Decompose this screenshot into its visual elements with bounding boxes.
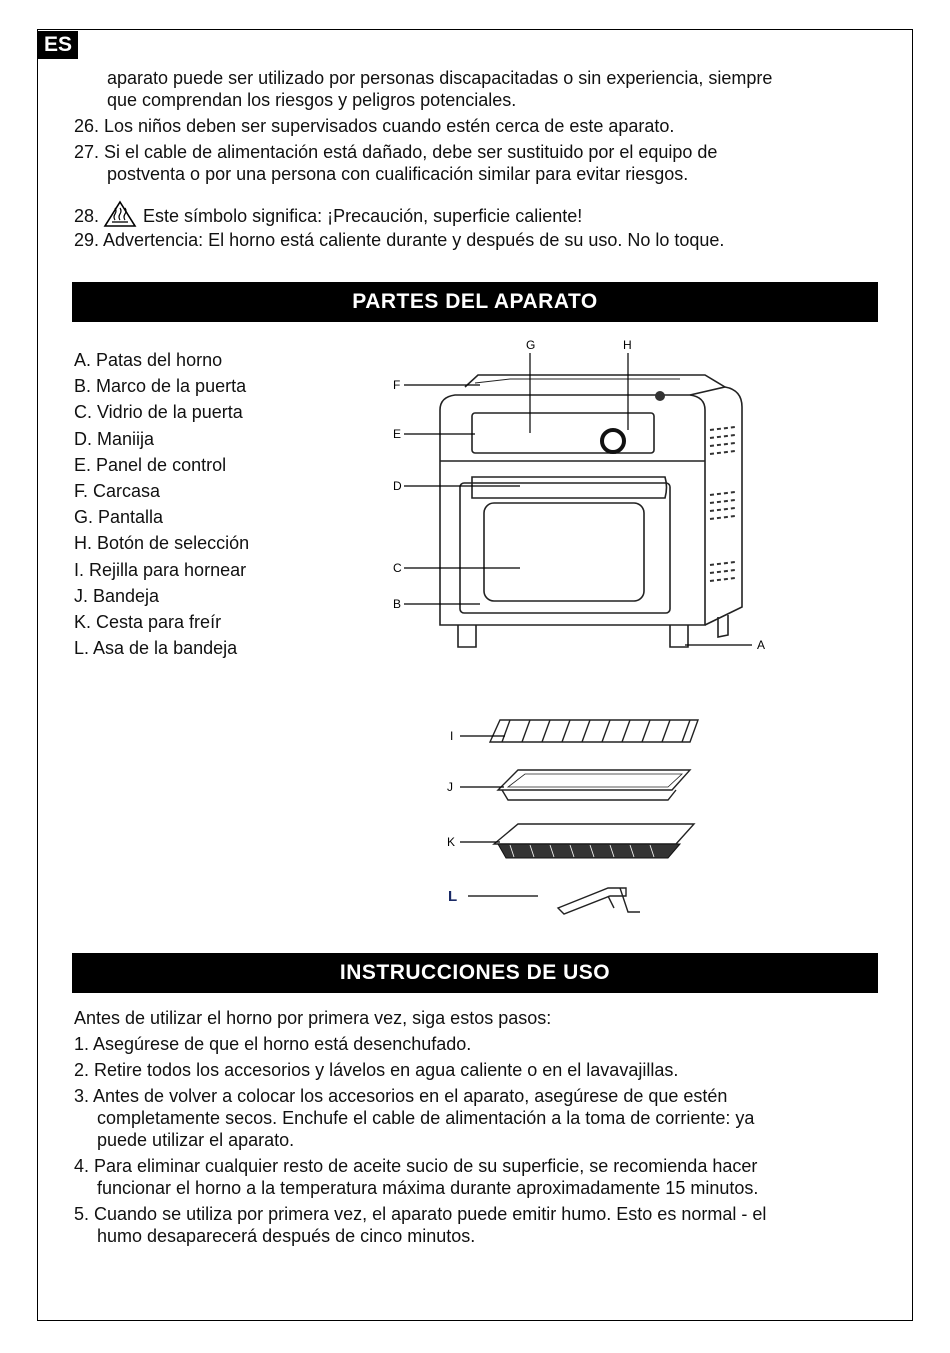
parts-section-title: PARTES DEL APARATO: [72, 282, 878, 322]
part-item-d: D. Maniija: [74, 428, 155, 449]
diagram-label-g: G: [526, 338, 536, 352]
usage-step-1: 1. Asegúrese de que el horno está desenchufado.: [74, 1034, 472, 1054]
part-item-e: E. Panel de control: [74, 454, 227, 475]
selector-knob-icon: [602, 430, 624, 452]
part-item-g: G. Pantalla: [74, 507, 164, 528]
diagram-label-e: E: [393, 427, 402, 441]
diagram-label-h: H: [623, 338, 632, 352]
diagram-label-k: K: [447, 835, 456, 849]
usage-section-title: INSTRUCCIONES DE USO: [72, 953, 878, 993]
part-item-i: I. Rejilla para hornear: [74, 559, 247, 580]
baking-rack-icon: [490, 720, 698, 742]
usage-step-4-line2: funcionar el horno a la temperatura máxima durante aproximadamente 15 minutos.: [97, 1178, 759, 1198]
part-item-c: C. Vidrio de la puerta: [74, 402, 243, 423]
diagram-label-l: L: [448, 888, 458, 905]
part-item-k: K. Cesta para freír: [74, 611, 222, 632]
parts-list: [74, 347, 249, 661]
safety-item-28-text: Este símbolo significa: ¡Precaución, superficie caliente!: [143, 206, 583, 226]
diagram-label-c: C: [393, 561, 402, 575]
tray-icon: [498, 770, 690, 800]
frying-basket-icon: [494, 824, 694, 858]
part-item-f: F. Carcasa: [74, 480, 161, 501]
usage-step-2: 2. Retire todos los accesorios y lávelos en agua caliente o en el lavavajillas.: [74, 1060, 679, 1080]
usage-step-5-line1: 5. Cuando se utiliza por primera vez, el aparato puede emitir humo. Esto es normal - el: [74, 1204, 767, 1224]
safety-item-25-line2: que comprendan los riesgos y peligros potenciales.: [107, 90, 517, 110]
usage-step-3-line3: puede utilizar el aparato.: [97, 1130, 295, 1150]
safety-item-26: 26. Los niños deben ser supervisados cuando estén cerca de este aparato.: [74, 116, 675, 136]
part-item-j: J. Bandeja: [74, 585, 160, 606]
usage-intro: Antes de utilizar el horno por primera vez, siga estos pasos:: [74, 1008, 552, 1028]
usage-step-5-line2: humo desaparecerá después de cinco minutos.: [97, 1226, 476, 1246]
safety-item-28-number: 28.: [74, 206, 100, 226]
diagram-label-a: A: [757, 638, 766, 652]
language-badge: ES: [38, 31, 78, 59]
usage-step-4-line1: 4. Para eliminar cualquier resto de aceite sucio de su superficie, se recomienda hacer: [74, 1156, 758, 1176]
safety-item-27-line1: 27. Si el cable de alimentación está dañado, debe ser sustituido por el equipo de: [74, 142, 718, 162]
diagram-label-j: J: [447, 780, 453, 794]
part-item-l: L. Asa de la bandeja: [74, 638, 238, 659]
part-item-h: H. Botón de selección: [74, 533, 250, 554]
oven-diagram: [380, 335, 780, 655]
safety-item-27-line2: postventa o por una persona con cualificación similar para evitar riesgos.: [107, 164, 689, 184]
diagram-label-b: B: [393, 597, 402, 611]
safety-item-25-line1: aparato puede ser utilizado por personas discapacitadas o sin experiencia, siempre: [107, 68, 773, 88]
part-item-a: A. Patas del horno: [74, 350, 223, 370]
safety-item-29: 29. Advertencia: El horno está caliente durante y después de su uso. No lo toque.: [74, 230, 725, 250]
diagram-label-f: F: [393, 378, 401, 392]
tray-handle-icon: [558, 888, 640, 914]
diagram-label-d: D: [393, 479, 402, 493]
part-item-b: B. Marco de la puerta: [74, 376, 247, 397]
accessories-diagram: [440, 712, 720, 927]
diagram-label-i: I: [450, 729, 454, 743]
usage-step-3-line1: 3. Antes de volver a colocar los accesorios en el aparato, asegúrese de que estén: [74, 1086, 728, 1106]
usage-step-3-line2: completamente secos. Enchufe el cable de alimentación a la toma de corriente: ya: [97, 1108, 755, 1128]
